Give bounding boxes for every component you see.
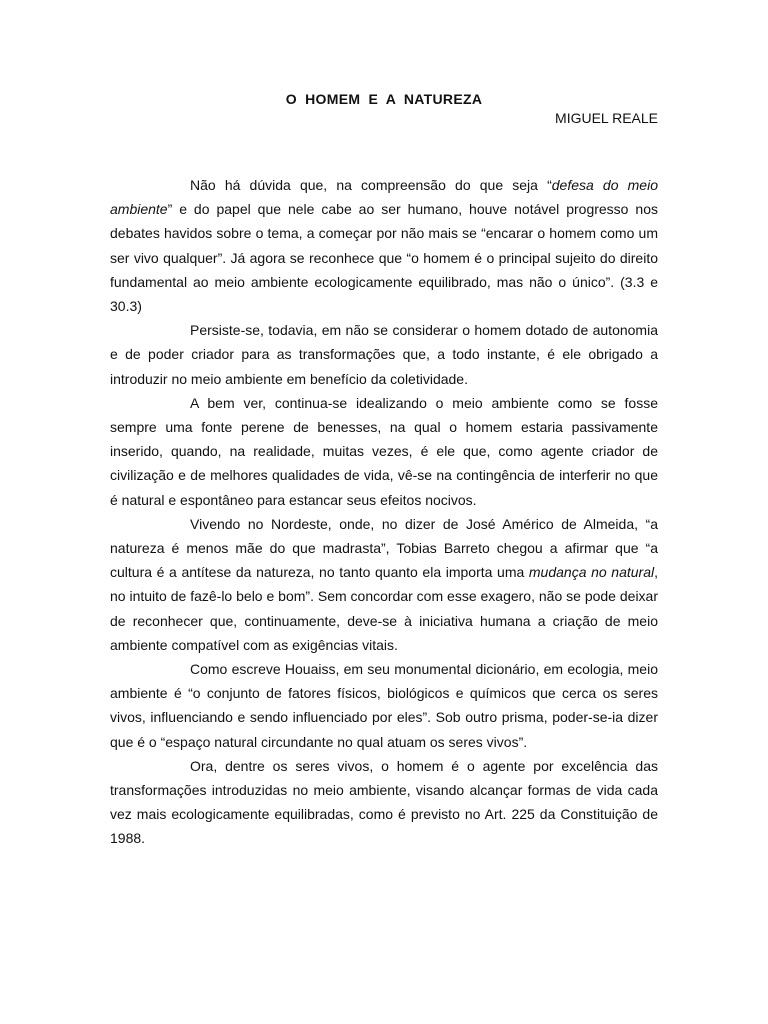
- paragraph-1-italic-term: defesa do meio ambiente: [110, 177, 658, 218]
- document-body: [110, 173, 658, 851]
- paragraph-1-text-start: Não há dúvida que, na compreensão do que seja “: [190, 177, 552, 193]
- paragraph-4-italic-term: mudança no natural: [528, 564, 655, 581]
- document-title: O HOMEM E A NATUREZA: [285, 91, 483, 107]
- paragraph-4-text-start: Vivendo no Nordeste, onde, no dizer de José Américo de Almeida, “a natureza é menos mãe do que madrasta”, Tobias Barreto chegou a afirmar que “a cultura é a antítese da natureza, no tanto quanto ela importa uma: [110, 515, 658, 581]
- paragraph-4-text-end: , no intuito de fazê-lo belo e bom”. Sem concordar com esse exagero, não se pode deixar de reconhecer que, continuamente, deve-se à iniciativa humana a criação de meio ambiente compatível com as exigências vitais.: [110, 564, 658, 653]
- paragraph-5: Como escreve Houaiss, em seu monumental dicionário, em ecologia, meio ambiente é “o conjunto de fatores físicos, biológicos e químicos que cerca os seres vivos, influenciando e sendo influenciado por eles”. Sob outro prisma, poder-se-ia dizer que é o “espaço natural circundante no qual atuam os seres vivos”.: [110, 661, 658, 750]
- paragraph-2: Persiste-se, todavia, em não se considerar o homem dotado de autonomia e de poder criador para as transformações que, a todo instante, é ele obrigado a introduzir no meio ambiente em benefício da coletividade.: [110, 322, 658, 387]
- paragraph-3: A bem ver, continua-se idealizando o meio ambiente como se fosse sempre uma fonte perene de benesses, na qual o homem estaria passivamente inserido, quando, na realidade, muitas vezes, é ele que, como agente criador de civilização e de melhores qualidades de vida, vê-se na contingência de interferir no que é natural e espontâneo para estancar seus efeitos nocivos.: [110, 394, 658, 508]
- paragraph-1: [110, 173, 658, 318]
- paragraph-1-text-end: ” e do papel que nele cabe ao ser humano, houve notável progresso nos debates havidos sobre o tema, a começar por não mais se “encarar o homem como um ser vivo qualquer”. Já agora se reconhece que “o homem é o principal sujeito do direito fundamental ao meio ambiente ecologicamente equilibrado, mas não o único”. (3.3 e 30.3): [110, 201, 658, 315]
- author-name: MIGUEL REALE: [555, 110, 658, 126]
- paragraph-4: [110, 512, 658, 657]
- paragraph-6: Ora, dentre os seres vivos, o homem é o agente por excelência das transformações introduzidas no meio ambiente, visando alcançar formas de vida cada vez mais ecologicamente equilibradas, como é previsto no Art. 225 da Constituição de 1988.: [110, 757, 658, 847]
